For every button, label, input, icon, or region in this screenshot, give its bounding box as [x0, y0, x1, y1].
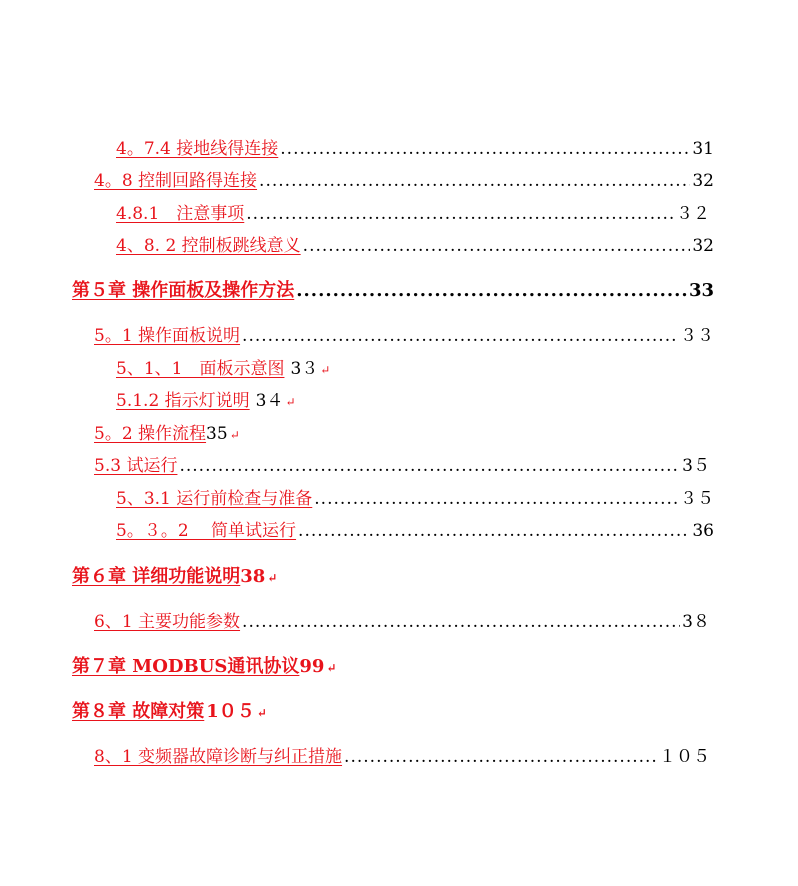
page-number: 3３ — [290, 359, 319, 379]
toc-entry-4-7-4[interactable] — [116, 134, 714, 160]
toc-link[interactable]: 5。2 操作流程 — [94, 424, 207, 444]
toc-entry-5-3-1[interactable] — [116, 484, 714, 510]
page-number: １０５ — [659, 747, 710, 767]
toc-link[interactable]: 4。7.4 接地线得连接 — [116, 139, 279, 159]
toc-entry-5-2[interactable] — [94, 419, 240, 445]
page-number: 31 — [692, 139, 714, 159]
leader-dots — [298, 521, 690, 541]
page-number: 36 — [692, 521, 714, 541]
toc-link[interactable]: 第８章 故障对策 — [72, 701, 205, 722]
page-number: ３３ — [680, 326, 714, 346]
toc-entry-5-3-2[interactable] — [116, 516, 714, 542]
paragraph-mark: ↵ — [285, 395, 296, 409]
toc-chapter-7[interactable] — [72, 652, 337, 678]
toc-chapter-6[interactable] — [72, 562, 277, 588]
toc-link[interactable]: 第７章 MODBUS通讯协议 — [72, 656, 300, 677]
toc-chapter-8[interactable] — [72, 697, 267, 723]
toc-entry-8-1[interactable] — [94, 742, 710, 768]
toc-link[interactable]: 5、3.1 运行前检查与准备 — [116, 489, 313, 509]
toc-link[interactable]: 4.8.1 注意事项 — [116, 204, 245, 224]
leader-dots — [314, 489, 678, 509]
toc-entry-4-8-2[interactable] — [116, 231, 714, 257]
leader-dots — [344, 747, 657, 767]
paragraph-mark: ↵ — [326, 661, 337, 675]
page-number: 32 — [692, 171, 714, 191]
toc-entry-4-8-1[interactable] — [116, 199, 710, 225]
page-number: 3８ — [682, 612, 710, 632]
leader-dots — [179, 456, 680, 476]
page-number: 35 — [206, 424, 228, 444]
leader-dots — [303, 236, 691, 256]
leader-dots — [246, 204, 674, 224]
toc-entry-5-1-2[interactable] — [116, 386, 296, 412]
toc-link[interactable]: 4、8. 2 控制板跳线意义 — [116, 236, 301, 256]
page-number: 32 — [692, 236, 714, 256]
toc-entry-6-1[interactable] — [94, 607, 710, 633]
leader-dots — [280, 139, 690, 159]
page-number: 3４ — [255, 391, 284, 411]
toc-entry-5-1-1[interactable] — [116, 354, 330, 380]
paragraph-mark: ↵ — [229, 428, 240, 442]
toc-link[interactable]: 5.3 试运行 — [94, 456, 178, 476]
toc-entry-5-3[interactable] — [94, 451, 710, 477]
toc-link[interactable]: 6、1 主要功能参数 — [94, 612, 241, 632]
toc-entry-4-8[interactable] — [94, 166, 714, 192]
page-number: 38 — [240, 566, 266, 587]
paragraph-mark: ↵ — [320, 363, 331, 377]
toc-chapter-5[interactable] — [72, 276, 714, 302]
toc-link[interactable]: 5。1 操作面板说明 — [94, 326, 241, 346]
page-number: 99 — [299, 656, 325, 677]
page-number: 3５ — [682, 456, 710, 476]
toc-link[interactable]: 5、1、1 面板示意图 — [116, 359, 285, 379]
page-number: ３５ — [680, 489, 714, 509]
leader-dots — [242, 612, 680, 632]
toc-link[interactable]: 4。8 控制回路得连接 — [94, 171, 258, 191]
page-number: ３２ — [676, 204, 710, 224]
toc-link[interactable]: 5.1.2 指示灯说明 — [116, 391, 250, 411]
toc-link[interactable]: 8、1 变频器故障诊断与纠正措施 — [94, 747, 343, 767]
toc-link[interactable]: 第６章 详细功能说明 — [72, 566, 241, 587]
page-number: 1０５ — [206, 701, 255, 722]
toc-entry-5-1[interactable] — [94, 321, 714, 347]
paragraph-mark: ↵ — [256, 706, 267, 720]
leader-dots — [259, 171, 690, 191]
page-number: 33 — [688, 280, 714, 301]
toc-link[interactable]: 第５章 操作面板及操作方法 — [72, 280, 295, 301]
paragraph-mark: ↵ — [267, 571, 278, 585]
toc-link[interactable]: 5。３。2 简单试运行 — [116, 521, 297, 541]
leader-dots — [296, 280, 687, 301]
leader-dots — [242, 326, 678, 346]
